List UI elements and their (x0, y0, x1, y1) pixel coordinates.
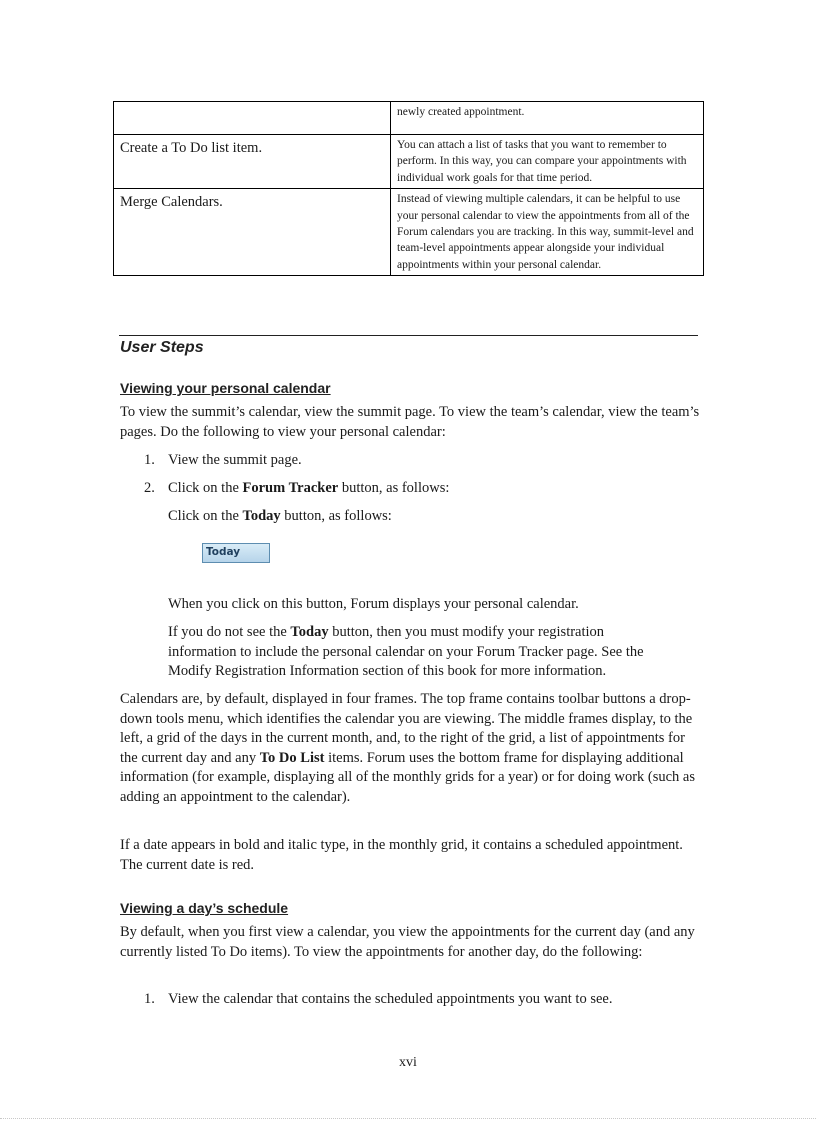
table-row (114, 102, 704, 135)
step-number: 1. (144, 991, 155, 1007)
page-bottom-border (0, 1118, 816, 1119)
today-button-image: Today (202, 543, 270, 563)
paragraph-after-click: When you click on this button, Forum displays your personal calendar. (168, 596, 579, 612)
table-cell-description: newly created appointment. (391, 102, 704, 135)
step-text: View the summit page. (168, 452, 302, 468)
table-row (114, 135, 704, 189)
table-cell-feature (114, 102, 391, 135)
subheading-day-schedule: Viewing a day’s schedule (120, 900, 289, 916)
step-number: 1. (144, 452, 155, 468)
paragraph-frames: Calendars are, by default, displayed in four frames. The top frame contains toolbar buttons a drop-down tools menu, which identifies the calendar you are viewing. The middle frames display, to the left, a grid of the days in the current month, and, to the right of the grid, a list of appointments for the current day and any To Do List items. Forum uses the bottom frame for displaying additional information (for example, displaying all of the monthly grids for a year) or for doing work (such as adding an appointment to the calendar). (120, 691, 696, 805)
step-text: Click on the Forum Tracker button, as follows: (168, 480, 450, 496)
features-table (113, 101, 704, 276)
table-cell-feature: Create a To Do list item. (114, 135, 391, 189)
step-text: View the calendar that contains the scheduled appointments you want to see. (168, 991, 613, 1007)
table-cell-description: Instead of viewing multiple calendars, it can be helpful to use your personal calendar to view the appointments from all of the Forum calendars you are tracking. In this way, summit-level and team-level appointments appear alongside your individual appointments within your personal calendar. (391, 189, 704, 276)
section-divider (119, 335, 698, 336)
page-number: xvi (399, 1055, 417, 1070)
paragraph-intro: To view the summit’s calendar, view the summit page. To view the team’s calendar, view the team’s pages. Do the following to view your personal calendar: (120, 404, 700, 440)
paragraph-day-intro: By default, when you first view a calendar, you view the appointments for the current day (and any currently listed To Do items). To view the appointments for another day, do the following: (120, 924, 695, 960)
table-cell-description: You can attach a list of tasks that you want to remember to perform. In this way, you can compare your appointments with individual work goals for that time period. (391, 135, 704, 189)
step-number: 2. (144, 480, 155, 496)
table-cell-feature: Merge Calendars. (114, 189, 391, 276)
step-detail: Click on the Today button, as follows: (168, 508, 392, 524)
table-row (114, 189, 704, 276)
paragraph-bold-date: If a date appears in bold and italic type, in the monthly grid, it contains a scheduled appointment. The current date is red. (120, 837, 683, 873)
subheading-personal-calendar: Viewing your personal calendar (120, 380, 331, 396)
paragraph-note: If you do not see the Today button, then you must modify your registration information to include the personal calendar on your Forum Tracker page. See the Modify Registration Information section of this book for more information. (168, 624, 644, 679)
section-title: User Steps (120, 339, 204, 356)
